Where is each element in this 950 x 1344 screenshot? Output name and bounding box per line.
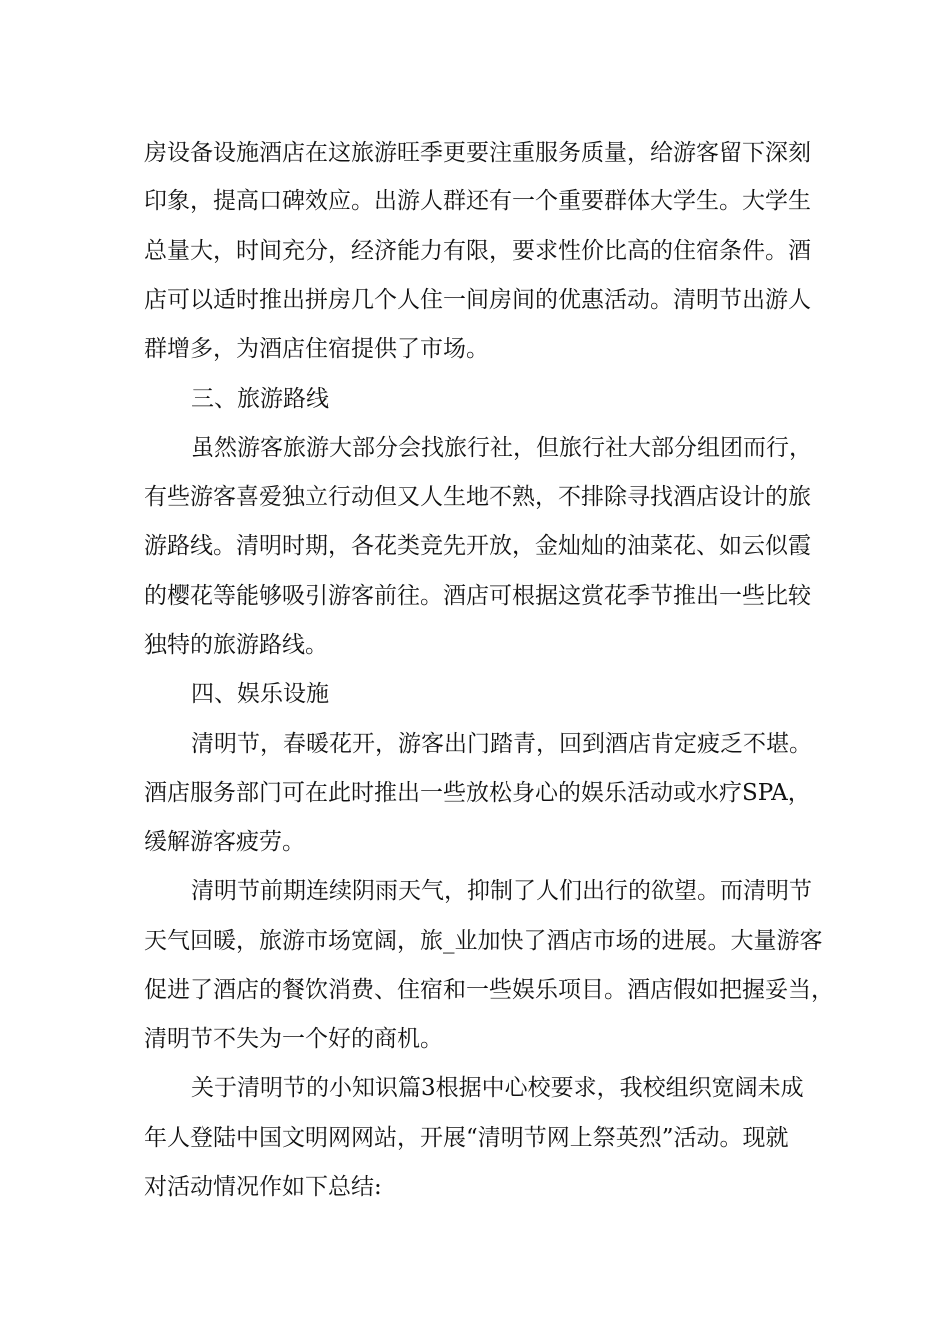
paragraph-line: 独特的旅游路线。 xyxy=(144,632,328,658)
paragraph-line: 群增多，为酒店住宿提供了市场。 xyxy=(144,336,489,362)
paragraph-line: 年人登陆中国文明网网站，开展“清明节网上祭英烈”活动。现就 xyxy=(144,1125,789,1151)
paragraph-line: 店可以适时推出拼房几个人住一间房间的优惠活动。清明节出游人 xyxy=(144,287,811,313)
paragraph-line: 促进了酒店的餐饮消费、住宿和一些娱乐项目。酒店假如把握妥当， xyxy=(144,977,834,1003)
paragraph-line: 天气回暖，旅游市场宽阔，旅_业加快了酒店市场的进展。大量游客 xyxy=(144,928,823,954)
section-heading: 四、娱乐设施 xyxy=(191,681,329,707)
paragraph-line: 对活动情况作如下总结: xyxy=(144,1174,382,1200)
paragraph-line: 游路线。清明时期，各花类竞先开放，金灿灿的油菜花、如云似霞 xyxy=(144,533,811,559)
paragraph-line: 清明节不失为一个好的商机。 xyxy=(144,1026,443,1052)
paragraph-line: 总量大，时间充分，经济能力有限，要求性价比高的住宿条件。酒 xyxy=(144,238,811,264)
paragraph-line: 印象，提高口碑效应。出游人群还有一个重要群体大学生。大学生 xyxy=(144,188,811,214)
paragraph-line: 关于清明节的小知识篇3根据中心校要求，我校组织宽阔未成 xyxy=(191,1075,804,1101)
section-heading: 三、旅游路线 xyxy=(191,386,329,412)
paragraph-line: 的樱花等能够吸引游客前往。酒店可根据这赏花季节推出一些比较 xyxy=(144,583,811,609)
paragraph-line: 有些游客喜爱独立行动但又人生地不熟，不排除寻找酒店设计的旅 xyxy=(144,484,811,510)
paragraph-line: 虽然游客旅游大部分会找旅行社，但旅行社大部分组团而行， xyxy=(191,435,812,461)
paragraph-line: 房设备设施酒店在这旅游旺季更要注重服务质量，给游客留下深刻 xyxy=(144,140,811,166)
paragraph-line: 清明节，春暖花开，游客出门踏青，回到酒店肯定疲乏不堪。 xyxy=(191,731,812,757)
paragraph-line: 缓解游客疲劳。 xyxy=(144,829,305,855)
paragraph-line: 清明节前期连续阴雨天气，抑制了人们出行的欲望。而清明节 xyxy=(191,878,812,904)
paragraph-line: 酒店服务部门可在此时推出一些放松身心的娱乐活动或水疗SPA， xyxy=(144,780,811,806)
